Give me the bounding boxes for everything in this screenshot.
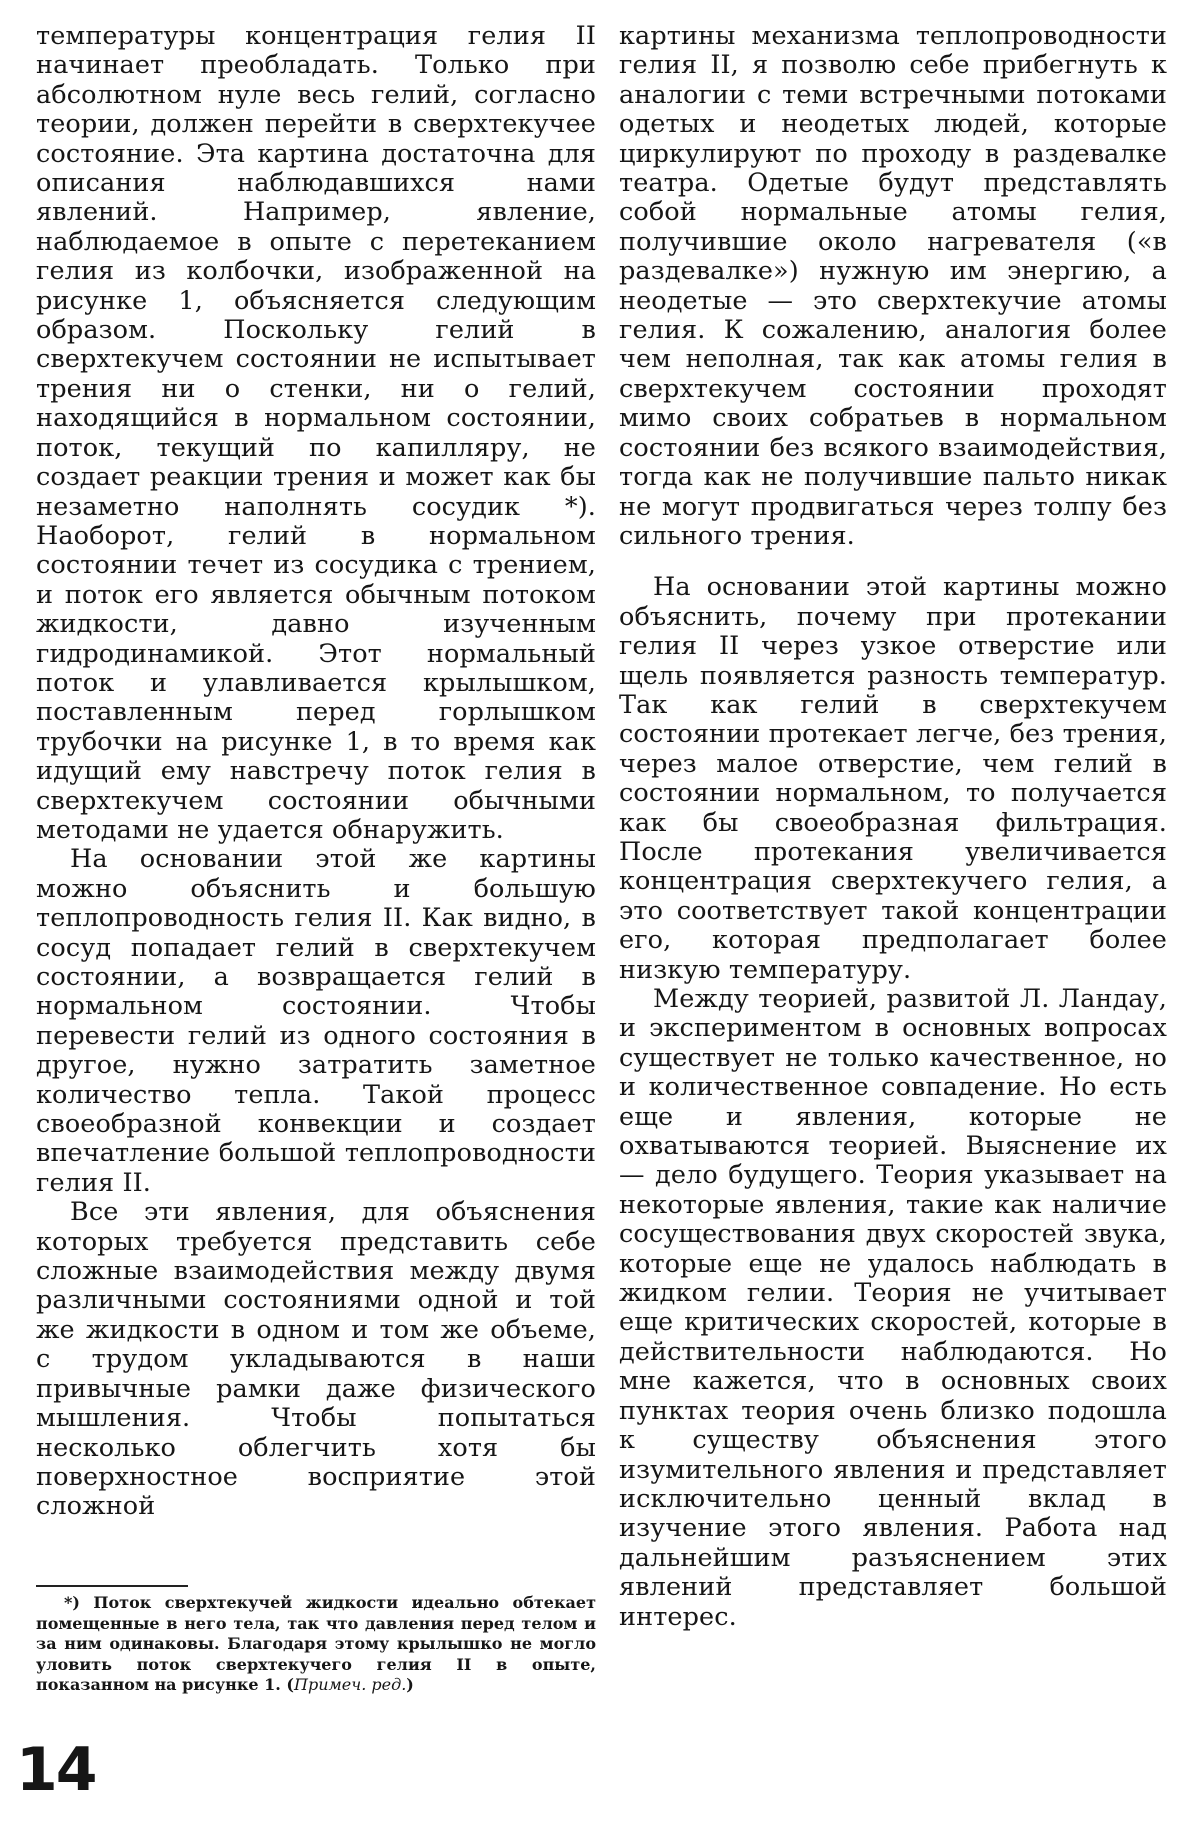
footnote xyxy=(36,1593,596,1696)
footnote-close: ) xyxy=(406,1675,414,1694)
footnote-text: Поток сверхтекучей жидкости идеально обтекает помещенные в него тела, так что давления перед телом и за ним одинаковы. Благодаря этому крылышко не могло уловить поток сверхтекучего гелия II в опыте, показанном на рисунке 1. ( xyxy=(36,1593,596,1694)
footnote-marker: *) xyxy=(64,1593,80,1612)
paragraph: температуры концентрация гелия II начинает преобладать. Только при абсолютном нуле весь гелий, согласно теории, должен перейти в сверхтекучее состояние. Эта картина достаточна для описания наблюдавшихся нами явлений. Например, явление, наблюдаемое в опыте с перетеканием гелия из колбочки, изображенной на рисунке 1, объясняется следующим образом. Поскольку гелий в сверхтекучем состоянии не испытывает трения ни о стенки, ни о гелий, находящийся в нормальном состоянии, поток, текущий по капилляру, не создает реакции трения и может как бы незаметно наполнять сосудик *). Наоборот, гелий в нормальном состоянии течет из сосудика с трением, и поток его является обычным потоком жидкости, давно изученным гидродинамикой. Этот нормальный поток и улавливается крылышком, поставленным перед горлышком трубочки на рисунке 1, в то время как идущий ему навстречу поток гелия в сверхтекучем состоянии обычными методами не удается обнаружить. xyxy=(36,21,596,845)
paragraph: картины механизма теплопроводности гелия II, я позволю себе прибегнуть к аналогии с теми встречными потоками одетых и неодетых людей, которые циркулируют по проходу в раздевалке театра. Одетые будут представлять собой нормальные атомы гелия, получившие около нагревателя («в раздевалке») нужную им энергию, а неодетые — это сверхтекучие атомы гелия. К сожалению, аналогия более чем неполная, так как атомы гелия в сверхтекучем состоянии проходят мимо своих собратьев в нормальном состоянии без всякого взаимодействия, тогда как не получившие пальто никак не могут продвигаться через толпу без сильного трения. xyxy=(619,21,1167,551)
footnote-editor-note: Примеч. ред. xyxy=(294,1675,407,1694)
paragraph: На основании этой картины можно объяснить, почему при протекании гелия II через узкое отверстие или щель появляется разность температур. Так как гелий в сверхтекучем состоянии протекает легче, без трения, через малое отверстие, чем гелий в состоянии нормальном, то получается как бы своеобразная фильтрация. После протекания увеличивается концентрация сверхтекучего гелия, а это соответствует такой концентрации его, которая предполагает более низкую температуру. xyxy=(619,572,1167,985)
paragraph: Между теорией, развитой Л. Ландау, и экспериментом в основных вопросах существует не только качественное, но и количественное совпадение. Но есть еще и явления, которые не охватываются теорией. Выяснение их — дело будущего. Теория указывает на некоторые явления, такие как наличие сосуществования двух скоростей звука, которые еще не удалось наблюдать в жидком гелии. Теория не учитывает еще критических скоростей, которые в действительности наблюдаются. Но мне кажется, что в основных своих пунктах теория очень близко подошла к существу объяснения этого изумительного явления и представляет исключительно ценный вклад в изучение этого явления. Работа над дальнейшим разъяснением этих явлений представляет большой интерес. xyxy=(619,984,1167,1632)
paragraph: Все эти явления, для объяснения которых требуется представить себе сложные взаимодействия между двумя различными состояниями одной и той же жидкости в одном и том же объеме, с трудом укладываются в наши привычные рамки даже физического мышления. Чтобы попытаться несколько облегчить хотя бы поверхностное восприятие этой сложной xyxy=(36,1197,596,1522)
paragraph: На основании этой же картины можно объяснить и большую теплопроводность гелия II. Как видно, в сосуд попадает гелий в сверхтекучем состоянии, а возвращается гелий в нормальном состоянии. Чтобы перевести гелий из одного состояния в другое, нужно затратить заметное количество тепла. Такой процесс своеобразной конвекции и создает впечатление большой теплопроводности гелия II. xyxy=(36,844,596,1198)
right-text-column xyxy=(619,22,1167,1632)
page-number: 14 xyxy=(16,1735,96,1805)
footnote-divider xyxy=(36,1585,188,1587)
left-text-column xyxy=(36,22,596,1522)
